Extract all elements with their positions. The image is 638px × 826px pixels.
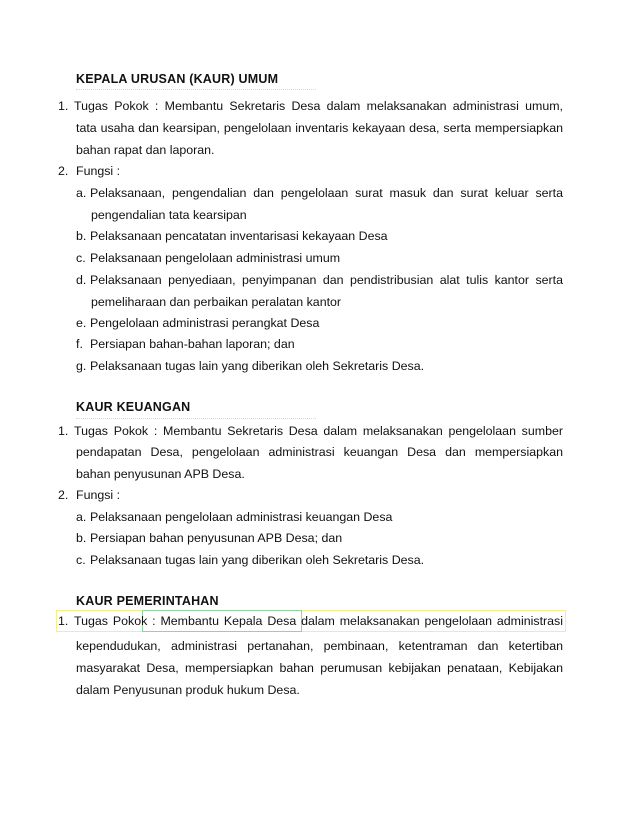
list-number: 1.: [58, 614, 69, 628]
list-number: 2.: [58, 488, 69, 502]
item-marker: c.: [76, 553, 86, 567]
item-marker: e.: [76, 316, 87, 330]
tugas-line: Tugas Pokok : Membantu Sekretaris Desa dalam melaksanakan pengelolaan sumber: [74, 424, 563, 438]
fungsi-label: Fungsi :: [76, 164, 121, 178]
tugas-line: bahan penyusunan APB Desa.: [76, 467, 245, 481]
item-marker: g.: [76, 359, 87, 373]
list-item: Pelaksanaan, pengendalian dan pengelolaan surat masuk dan surat keluar serta: [90, 186, 563, 200]
item-marker: d.: [76, 273, 87, 287]
heading-underline: [76, 418, 316, 419]
list-item: Pelaksanaan penyediaan, penyimpanan dan pendistribusian alat tulis kantor serta: [90, 273, 563, 287]
list-number: 1.: [58, 99, 69, 113]
tugas-line: dalam Penyusunan produk hukum Desa.: [76, 683, 300, 697]
heading-underline: [76, 89, 316, 90]
tugas-line: Tugas Pokok : Membantu Kepala Desa dalam melaksanakan pengelolaan administrasi: [74, 614, 563, 628]
tugas-line: Tugas Pokok : Membantu Sekretaris Desa dalam melaksanakan administrasi umum,: [74, 99, 563, 113]
list-item: Pengelolaan administrasi perangkat Desa: [90, 316, 320, 330]
tugas-line: kependudukan, administrasi pertanahan, pembinaan, ketentraman dan ketertiban: [76, 639, 563, 653]
list-item: Pelaksanaan tugas lain yang diberikan oleh Sekretaris Desa.: [90, 553, 425, 567]
item-marker: a.: [76, 186, 87, 200]
tugas-line: tata usaha dan kearsipan, pengelolaan inventaris kekayaan desa, serta mempersiapkan: [76, 121, 563, 135]
section-heading-kaur-pemerintahan: KAUR PEMERINTAHAN: [76, 594, 219, 608]
list-item: Persiapan bahan-bahan laporan; dan: [90, 337, 295, 351]
item-marker: b.: [76, 531, 87, 545]
section-heading-kaur-umum: KEPALA URUSAN (KAUR) UMUM: [76, 72, 279, 86]
tugas-line: pendapatan Desa, pengelolaan administrasi keuangan Desa dan mempersiapkan: [76, 445, 563, 459]
list-item-continued: pemeliharaan dan perbaikan peralatan kantor: [91, 295, 342, 309]
list-item-continued: pengendalian tata kearsipan: [91, 208, 247, 222]
list-item: Pelaksanaan pencatatan inventarisasi kekayaan Desa: [90, 229, 388, 243]
list-item: Pelaksanaan tugas lain yang diberikan oleh Sekretaris Desa.: [90, 359, 425, 373]
fungsi-label: Fungsi :: [76, 488, 121, 502]
item-marker: b.: [76, 229, 87, 243]
tugas-line: bahan rapat dan laporan.: [76, 143, 215, 157]
section-heading-kaur-keuangan: KAUR KEUANGAN: [76, 400, 191, 414]
list-number: 1.: [58, 424, 69, 438]
item-marker: a.: [76, 510, 87, 524]
tugas-line: masyarakat Desa, mempersiapkan bahan perumusan kebijakan penataan, Kebijakan: [76, 661, 563, 675]
list-item: Persiapan bahan penyusunan APB Desa; dan: [90, 531, 343, 545]
list-number: 2.: [58, 164, 69, 178]
list-item: Pelaksanaan pengelolaan administrasi umum: [90, 251, 341, 265]
item-marker: c.: [76, 251, 86, 265]
list-item: Pelaksanaan pengelolaan administrasi keuangan Desa: [90, 510, 393, 524]
item-marker: f.: [76, 337, 83, 351]
